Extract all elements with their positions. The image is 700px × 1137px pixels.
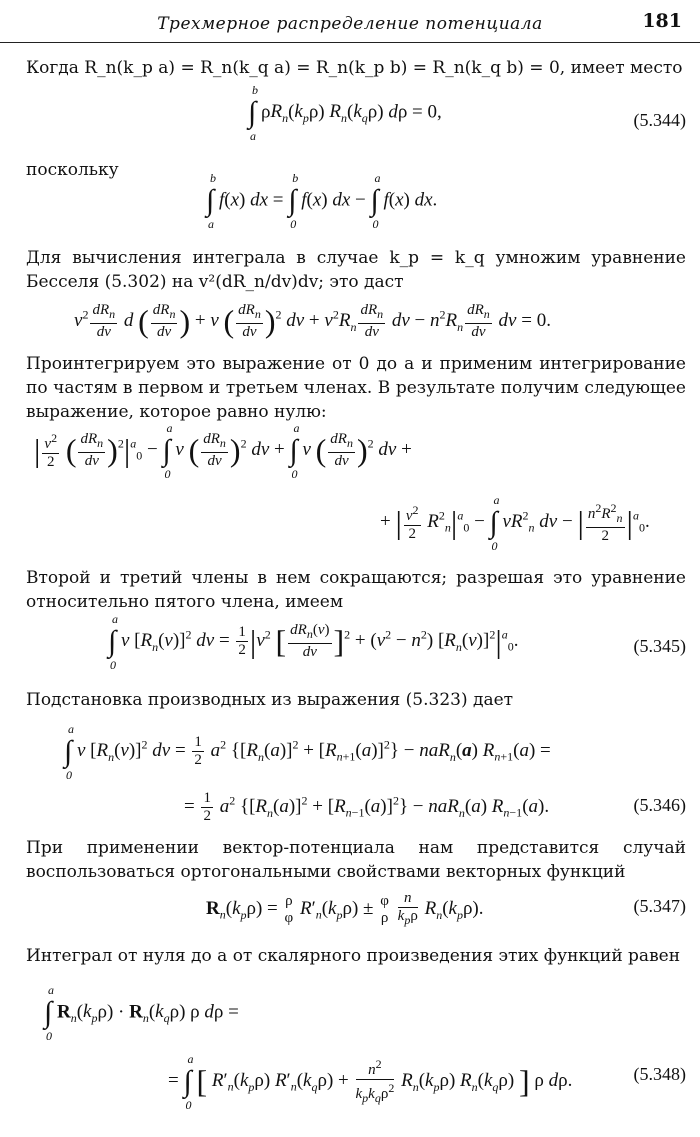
running-header [0, 0, 700, 43]
paragraph-bessel: Для вычисления интеграла в случае k_p = k_q умножим уравнение Бесселя (5.302) на v²(dR_n/dv)dv; это даст [26, 248, 686, 292]
paragraph-vector-potential: При применении вектор-потенциала нам представится случай воспользоваться ортогональными свойствами векторных функций [26, 838, 686, 882]
equation-5-346-line2: = $\frac{1}{2}$ $a^2$ $\{[R_n(a)]^2 + [R_{n-1}(a)]^2\} - naR_n(a)$ $R_{n-1}(a)$. [184, 790, 550, 824]
equation-split-integral: b ∫ a f(x) dx = b ∫ 0 f(x) dx − a ∫ 0 f(x) dx. [206, 171, 438, 231]
equation-number-5-348: (5.348) [633, 1064, 686, 1084]
paragraph-substitution: Подстановка производных из выражения (5.323) дает [26, 690, 514, 710]
paragraph-since: поскольку [26, 160, 119, 180]
paragraph-integrate: Проинтегрируем это выражение от 0 до a и применим интегрирование по частям в первом и третьем членах. В результате получим следующее выражение, которое равно нулю: [26, 354, 686, 422]
equation-number-5-347: (5.347) [633, 896, 686, 916]
paragraph-intro: Когда R_n(k_p a) = R_n(k_q a) = R_n(k_p b) = R_n(k_q b) = 0, имеет место [26, 58, 683, 78]
equation-5-348-line2: = a ∫ 0 [ $R'_n(k_p\rho) R'_n(k_q\rho)$ + $\frac{n^2}{k_pk_q\rho^2}$ $R_n(k_p\rho)$ $R_n(k_q\rho)$ ] ρ dρ. [168, 1051, 573, 1112]
equation-5-346-line1: a ∫ 0 v $[R_n(v)]^2$ dv = $\frac{1}{2}$ $a^2$ $\{[R_n(a)]^2 + [R_{n+1}(a)]^2\} - naR_n(a) R_{n+1}(a)$ = [64, 721, 551, 782]
paragraph-cancel: Второй и третий члены в нем сокращаются; разрешая это уравнение относительно пятого члена, имеем [26, 568, 686, 612]
equation-bessel-product: $v^2$ $\frac{dR_n}{dv}$ d ( $\frac{dR_n}{dv}$ ) + v ( $\frac{dR_n}{dv}$ )$^2$ dv + $v^2R_n$ $\frac{dR_n}{dv}$ dv − $n^2R_n$ $\frac{dR_n}{dv}$ dv = 0. [74, 302, 551, 340]
equation-5-348-line1: a ∫ 0 $R_n(k_p\rho) \cdot R_n(k_q\rho)$ ρ dρ = [44, 983, 239, 1043]
page-number: 181 [642, 10, 682, 32]
paragraph-scalar-product: Интеграл от нуля до a от скалярного произведения этих функций равен [26, 946, 681, 966]
equation-5-344: b ∫ a $\rho R_n(k_p\rho)$ $R_n(k_q\rho) d\rho = 0$, [248, 83, 442, 143]
equation-number-5-345: (5.345) [633, 636, 686, 656]
equation-number-5-344: (5.344) [633, 110, 686, 130]
equation-5-345: a ∫ 0 v $[R_n(v)]^2$ dv = $\frac{1}{2}$ $|v^2$ [ $\frac{dR_n(v)}{dv}$ ]$^2 + (v^2 - n^2)$ $[R_n(v)]^2|^a_0$. [108, 611, 519, 672]
equation-number-5-346: (5.346) [633, 795, 686, 815]
equation-5-347: $R_n(k_p\rho)$ = ρ φ $R'_n(k_p\rho)$ ± φ ρ $\frac{n}{k_p\rho}$ $R_n(k_p\rho)$. [206, 890, 484, 927]
equation-parts-line2: + | $\frac{v^2}{2}$ $R^2_n|^a_0$ − a ∫ 0 $vR^2_n$ dv − | $\frac{n^2R^2_n}{2}$ $|^a_0$. [380, 492, 650, 553]
running-title: Трехмерное распределение потенциала [157, 14, 543, 34]
equation-parts-line1: | $\frac{v^2}{2}$ ( $\frac{dR_n}{dv}$ )$^2|^a_0$ − a ∫ 0 v ( $\frac{dR_n}{dv}$ )$^2$ dv + a ∫ 0 v ( $\frac{dR_n}{dv}$ )$^2$ dv + [34, 420, 412, 481]
